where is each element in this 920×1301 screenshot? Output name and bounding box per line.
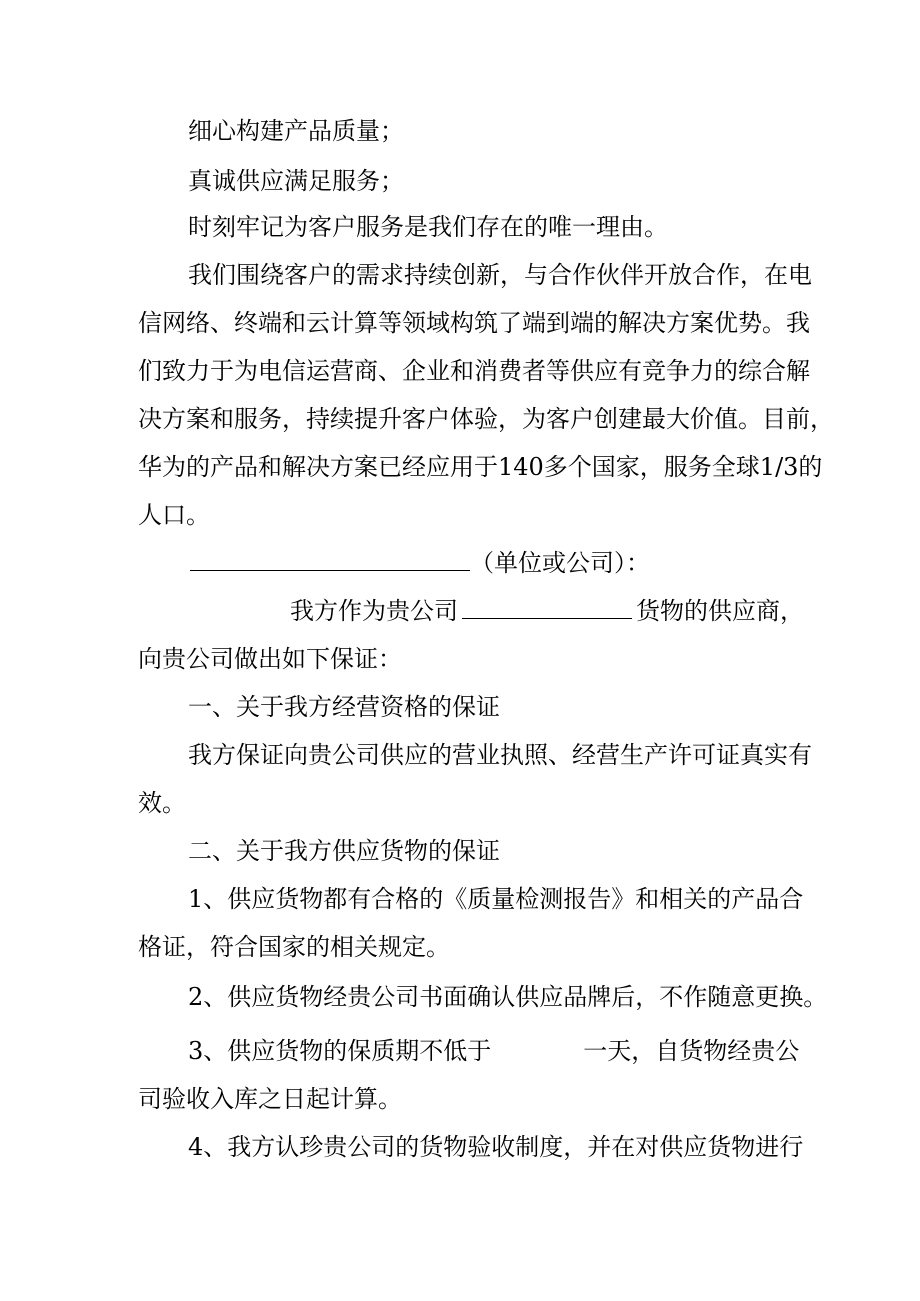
slogan-line-2: 真诚供应满足服务； xyxy=(188,167,404,195)
list-item-3-line xyxy=(188,1036,838,1066)
section-heading-1: 一、关于我方经营资格的保证 xyxy=(188,693,500,721)
list-item-1-line: 1、供应货物都有合格的《质量检测报告》和相关的产品合 xyxy=(188,885,804,913)
list-item-4-line: 4、我方认珍贵公司的货物验收制度，并在对供应货物进行 xyxy=(188,1133,804,1161)
addressee-blank[interactable] xyxy=(190,548,470,571)
intro-suffix: 货物的供应商， xyxy=(636,597,804,625)
section-heading-2: 二、关于我方供应货物的保证 xyxy=(188,837,500,865)
item3-suffix: 一天，自货物经贵公 xyxy=(583,1037,800,1065)
goods-blank[interactable] xyxy=(462,596,632,619)
addressee-suffix: （单位或公司）： xyxy=(470,549,650,577)
paragraph-line: 们致力于为电信运营商、企业和消费者等供应有竞争力的综合解 xyxy=(138,357,810,385)
item3-prefix: 3、供应货物的保质期不低于 xyxy=(188,1037,492,1065)
slogan-line-1: 细心构建产品质量； xyxy=(188,117,404,145)
intro-line xyxy=(290,596,920,626)
addressee-line xyxy=(190,548,840,578)
section-body-line: 我方保证向贵公司供应的营业执照、经营生产许可证真实有 xyxy=(188,741,812,769)
section-body-line: 效。 xyxy=(138,789,186,817)
list-item-1-line: 格证，符合国家的相关规定。 xyxy=(138,933,450,961)
list-item-3-line: 司验收入库之日起计算。 xyxy=(138,1085,402,1113)
intro-prefix: 我方作为贵公司 xyxy=(290,597,458,625)
paragraph-line: 华为的产品和解决方案已经应用于140多个国家，服务全球1/3的 xyxy=(138,453,823,481)
list-item-2-line: 2、供应货物经贵公司书面确认供应品牌后，不作随意更换。 xyxy=(188,983,828,1011)
paragraph-line: 人口。 xyxy=(138,501,210,529)
paragraph-line: 决方案和服务，持续提升客户体验，为客户创建最大价值。目前， xyxy=(138,405,834,433)
slogan-line-3: 时刻牢记为客户服务是我们存在的唯一理由。 xyxy=(188,213,668,241)
intro-line-2: 向贵公司做出如下保证： xyxy=(138,645,402,673)
paragraph-line: 信网络、终端和云计算等领域构筑了端到端的解决方案优势。我 xyxy=(138,309,810,337)
paragraph-line: 我们围绕客户的需求持续创新，与合作伙伴开放合作，在电 xyxy=(188,261,812,289)
